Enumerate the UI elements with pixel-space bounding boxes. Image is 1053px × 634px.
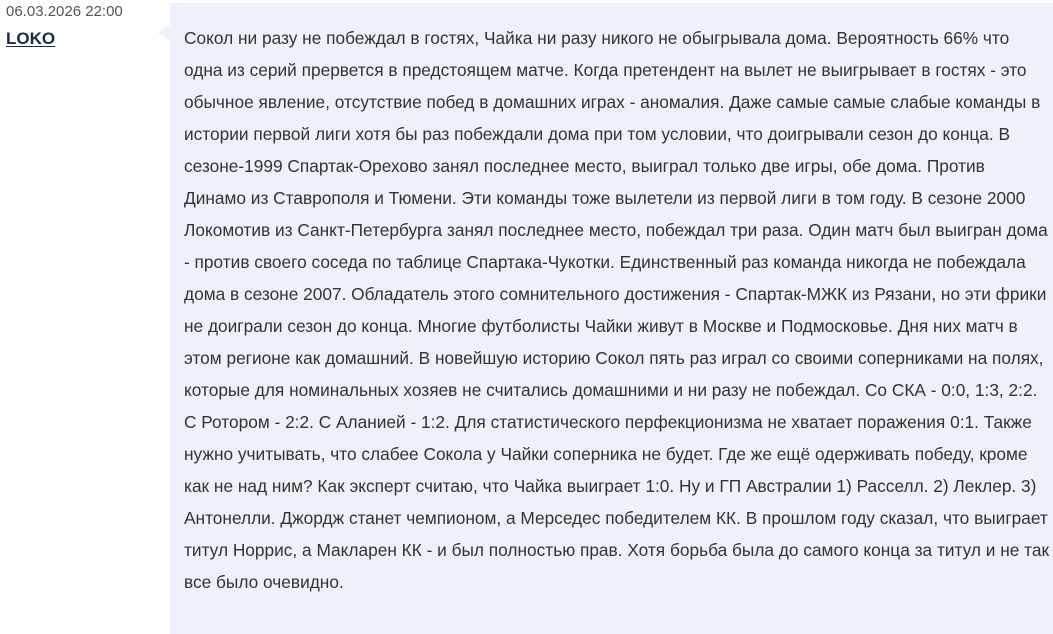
comment-text: Сокол ни разу не побеждал в гостях, Чайка ни разу никого не обыгрывала дома. Вероятность 66% что одна из серий прервется в предстоящем матче. Когда претендент на вылет не выигрывает в гостях - это обычное явление, отсутствие побед в домашних играх - аномалия. Даже самые самые слабые команды в истории первой лиги хотя бы раз побеждали дома при том условии, что доигрывали сезон до конца. В сезоне-1999 Спартак-Орехово занял последнее место, выиграл только две игры, обе дома. Против Динамо из Ставрополя и Тюмени. Эти команды тоже вылетели из первой лиги в том году. В сезоне 2000 Локомотив из Санкт-Петербурга занял последнее место, побеждал три раза. Один матч был выигран дома - против своего соседа по таблице Спартака-Чукотки. Единственный раз команда никогда не побеждала дома в сезоне 2007. Обладатель этого сомнительного достижения - Спартак-МЖК из Рязани, но эти фрики не доиграли сезон до конца. Многие футболисты Чайки живут в Москве и Подмосковье. Дня них матч в этом регионе как домашний. В новейшую историю Сокол пять раз играл со своими соперниками на полях, которые для номинальных хозяев не считались домашними и ни разу не побеждал. Со СКА - 0:0, 1:3, 2:2. С Ротором - 2:2. С Аланией - 1:2. Для статистического перфекционизма не хватает поражения 0:1. Также нужно учитывать, что слабее Сокола у Чайки соперника не будет. Где же ещё одерживать победу, кроме как не над ним? Как эксперт считаю, что Чайка выиграет 1:0. Ну и ГП Австралии 1) Расселл. 2) Леклер. 3) Антонелли. Джордж станет чемпионом, а Мерседес победителем КК. В прошлом году сказал, что выиграет титул Норрис, а Макларен КК - и был полностью прав. Хотя борьба была до самого конца за титул и не так все было очевидно. [184,28,1050,592]
comment-bubble [170,3,1053,634]
bubble-tail [158,25,170,41]
comment-date: 06.03.2026 22:00 [6,3,123,20]
author-link[interactable]: LOKO [6,29,56,48]
comment-meta [6,3,156,49]
